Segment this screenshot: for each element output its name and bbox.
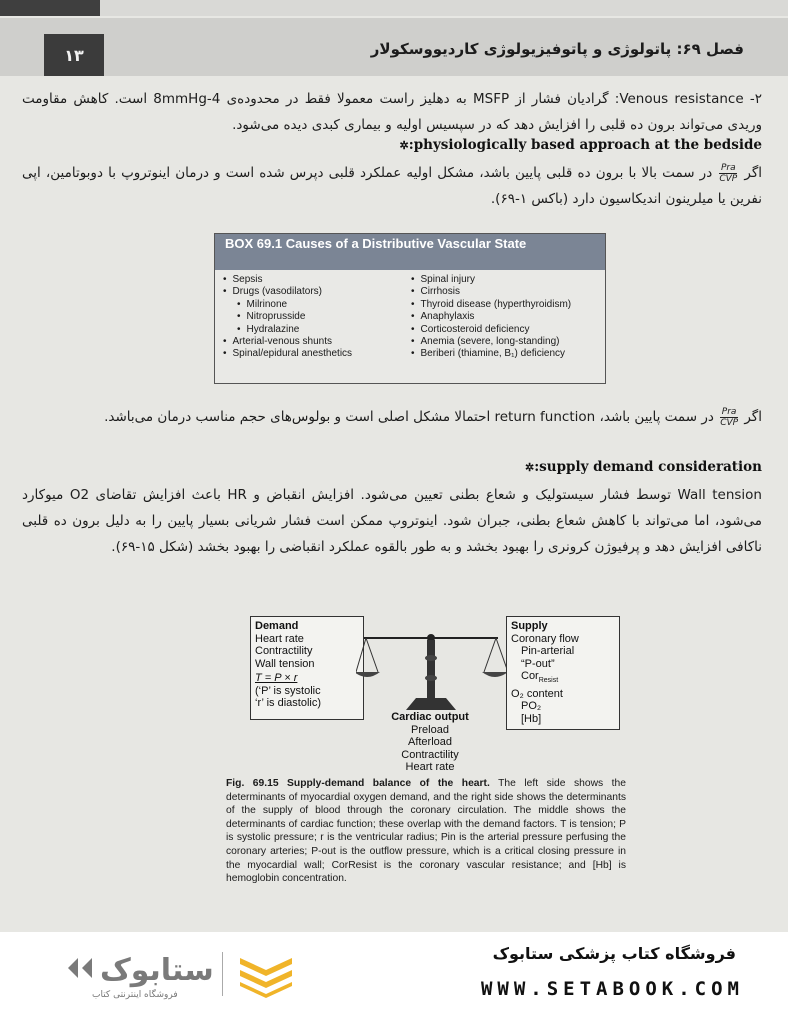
supply-cor-resist [511,670,615,688]
box-left-item [223,299,411,311]
supply-po2: PO₂ [521,700,542,713]
bullet-icon: • [411,323,415,335]
cor-text: Cor [521,670,539,682]
box-left-item [223,336,411,348]
store-name: فروشگاه کتاب پزشکی ستابوک [492,944,736,963]
heading-text: supply demand consideration: [534,459,762,475]
balance-scale-icon [356,626,506,714]
tension-formula: T = P × r [255,672,298,684]
box-right-item [411,274,599,286]
box-item-text: Spinal injury [420,274,475,285]
box-item-text: Cirrhosis [420,286,460,298]
box-item-text: Beriberi (thiamine, B₁) deficiency [420,348,566,360]
bullet-icon: • [237,311,241,323]
caption-label: Fig. 69.15 Supply-demand balance of the heart. [226,778,490,789]
bullet-icon: • [223,336,227,348]
box-left-item [223,348,411,360]
store-url[interactable]: WWW.SETABOOK.COM [480,978,744,1000]
box-right-column [411,274,599,361]
box-left-item [223,324,411,336]
box-right-item [411,336,599,348]
box-item-text: Milrinone [246,298,288,310]
box-item-text: Nitroprusside [246,311,306,323]
cardiac-output-block [360,711,500,774]
box-item-text: Drugs (vasodilators) [232,286,322,298]
box-item-text: Thyroid disease (hyperthyroidism) [420,298,572,310]
figure-caption [226,777,626,886]
supply-pin-arterial: Pin-arterial [521,645,575,657]
box-title: BOX 69.1 Causes of a Distributive Vascular State [215,234,605,270]
box-right-item [411,286,599,298]
box-left-column [223,274,411,361]
box-left-item [223,274,411,286]
bullet-icon: • [223,286,227,298]
box-right-item [411,311,599,323]
bullet-star-icon: ✲ [524,461,535,474]
center-contractility: Contractility [401,748,459,761]
demand-box [250,616,364,720]
pra-cvp-fraction [719,163,737,184]
supply-o2-content: O₂ content [511,687,563,700]
setabook-logo-icon [64,948,220,990]
chapter-title: فصل ۶۹: پاتولوژی و پاتوفیزیولوژی کاردیووسکولار [370,40,744,58]
center-heart-rate: Heart rate [405,761,455,773]
supply-title: Supply [511,620,548,632]
bullet-icon: • [411,311,415,323]
box-69-1 [214,233,606,384]
demand-heart-rate: Heart rate [255,632,304,645]
cardiac-output-title: Cardiac output [391,711,469,723]
book-stack-icon [236,950,296,998]
demand-title: Demand [255,620,299,632]
para-prefix: اگر [744,165,763,181]
logo-subtitle: فروشگاه اینترنتی کتاب [92,990,178,1000]
box-item-text: Arterial-venous shunts [232,336,333,348]
caption-text: The left side shows the determinants of myocardial oxygen demand, and the right side shows the determinants of the supply of blood through the coronary circulation. The middle shows the determinants of cardiac function; these overlap with the demand factors. T is tension; P is systolic pressure; r is the ventricular radius; Pin is the arterial pressure perfusing the coronary arteries; P-out is the outflow pressure, which is a critical closing pressure in the myocardial wall; CorResist is the coronary vascular resistance; and [Hb] is hemoglobin concentration. [226,778,626,885]
box-left-item [223,311,411,323]
fraction-denominator: CVP [719,173,738,184]
box-item-text: Anemia (severe, long-standing) [420,336,560,348]
box-right-item [411,299,599,311]
center-preload: Preload [411,723,449,736]
box-item-text: Spinal/epidural anesthetics [232,348,353,360]
demand-note-2: ‘r’ is diastolic) [255,697,322,709]
fraction-numerator: Pra [721,406,737,417]
box-left-item [223,286,411,298]
bullet-icon: • [223,348,227,360]
top-light-strip [100,0,788,16]
para-text: در سمت پایین باشد، return function احتمالا مشکل اصلی است و بولوس‌های حجم مناسب درمان می‌باشد. [104,409,714,425]
box-item-text: Anaphylaxis [420,311,475,323]
bullet-icon: • [411,274,415,285]
figure-69-15 [226,608,626,778]
heading-bedside-approach [394,137,763,153]
supply-hb: [Hb] [521,712,542,725]
demand-note-1: (‘P’ is systolic [255,684,321,697]
fraction-numerator: Pra [720,162,736,173]
heading-text: physiologically based approach at the bedside: [408,137,762,153]
supply-p-out: “P-out” [521,657,555,670]
pra-cvp-fraction [720,407,738,428]
para-text: در سمت بالا با برون ده قلبی پایین باشد، مشکل اولیه عملکرد قلبی دپرس شده است و درمان اینوتروپ با دوبوتامین، اپی نفرین یا میلرینون اندیکاسیون دارد (باکس ۱-۶۹). [22,165,762,207]
box-item-text: Hydralazine [246,323,300,335]
supply-coronary-flow: Coronary flow [511,632,579,645]
paragraph-wall-tension: Wall tension توسط فشار سیستولیک و شعاع بطنی تعیین می‌شود. افزایش انقباض و HR باعث افزایش تقاضای O2 میوکارد می‌شود، اما می‌تواند با کاهش شعاع بطنی، جبران شود. اینوتروپ ممکن است فشار شریانی بسیار پایین را به دلیل برون ده قلبی ناکافی افزایش دهد و پرفیوژن کرونری را بهبود بخشد و به طور بالقوه عملکرد انقباضی را بهبود بخشد (شکل ۱۵-۶۹). [22,487,762,555]
paragraph-lower-side [22,404,762,430]
cor-subscript: Resist [538,677,559,685]
paragraph-venous-resistance: ۲- Venous resistance: گرادیان فشار از MSFP به دهلیز راست معمولا فقط در محدوده‌ی 4-8mmHg است. کاهش مقاومت وریدی می‌تواند برون ده قلبی را افزایش دهد که در سپسیس اولیه و بیماری کبدی دیده می‌شود. [22,91,762,133]
box-right-item [411,348,599,360]
footer-divider [222,952,223,996]
supply-box [506,616,620,730]
bullet-icon: • [237,298,241,310]
paragraph-upper-side [22,160,762,212]
bullet-icon: • [223,274,227,285]
logo-wordmark: ستابوک [100,953,214,988]
bullet-icon: • [411,348,415,360]
bullet-icon: • [411,336,415,348]
bullet-icon: • [411,286,415,298]
fraction-denominator: CVP [720,417,739,428]
center-afterload: Afterload [407,736,453,748]
box-item-text: Corticosteroid deficiency [420,323,530,335]
heading-supply-demand [519,459,762,475]
demand-contractility: Contractility [255,645,313,657]
demand-wall-tension: Wall tension [255,657,315,670]
bullet-star-icon: ✲ [399,139,409,152]
bullet-icon: • [237,323,241,335]
bullet-icon: • [411,298,415,310]
para-prefix: اگر [744,409,762,425]
page-number: ۱۳ [44,34,104,76]
box-item-text: Sepsis [232,274,263,285]
box-right-item [411,324,599,336]
